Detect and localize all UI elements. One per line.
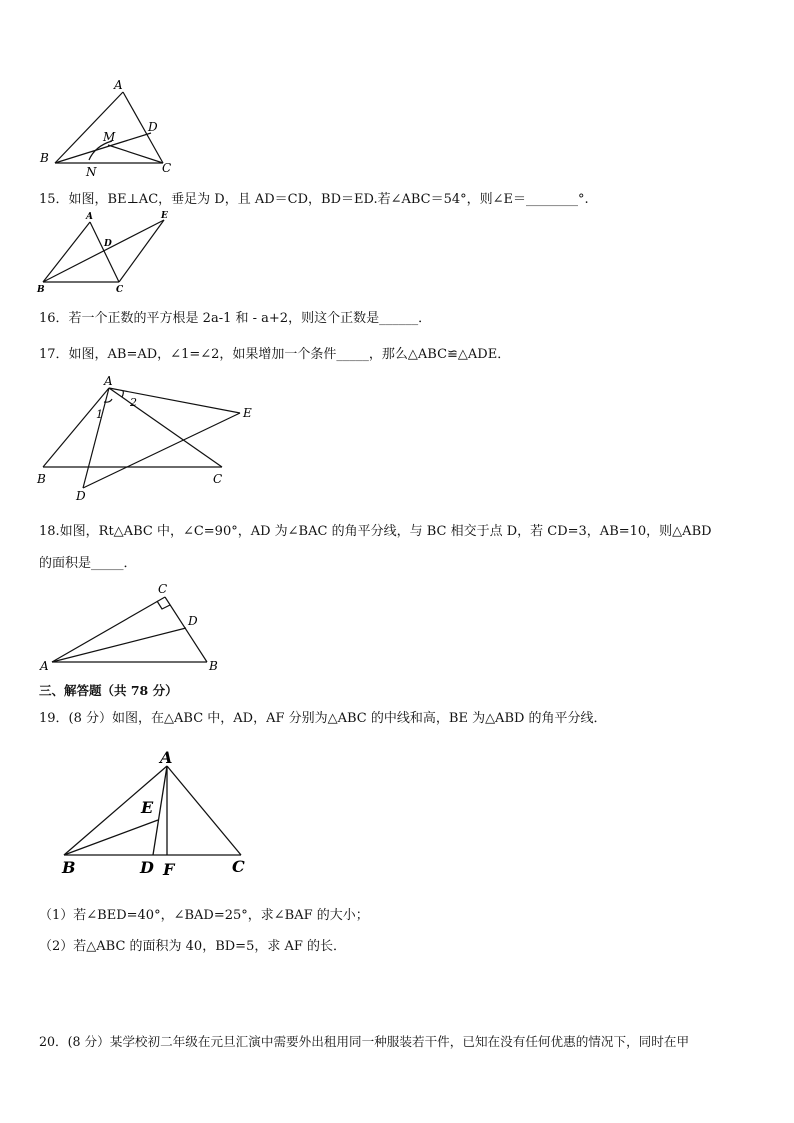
fig18-label-d: D [188, 614, 198, 628]
question-20: 20．(8 分）某学校初二年级在元旦汇演中需要外出租用同一种服装若干件，已知在没有任何优惠的情况下，同时在甲 [39, 1034, 690, 1049]
section-3-heading: 三、解答题（共 78 分） [39, 683, 178, 698]
question-15: 15．如图，BE⊥AC，垂足为 D，且 AD＝CD，BD＝ED.若∠ABC＝54°，则∠E＝________°. [39, 192, 589, 207]
fig17-label-2: 2 [130, 396, 137, 409]
fig19-label-c: C [232, 857, 245, 876]
question-19-part-1: （1）若∠BED=40°，∠BAD=25°，求∠BAF 的大小； [39, 908, 369, 923]
fig18-label-b: B [209, 659, 218, 673]
question-17: 17．如图，AB=AD，∠1=∠2，如果增加一个条件_____，那么△ABC≌△ADE． [39, 347, 511, 362]
fig15-label-e: E [161, 211, 168, 221]
fig18-label-a: A [40, 659, 49, 673]
fig14-label-m: M [103, 130, 116, 144]
fig14-label-a: A [114, 78, 123, 92]
fig17-label-e: E [243, 406, 252, 420]
fig17-label-d: D [76, 489, 86, 503]
fig17-label-1: 1 [96, 408, 103, 421]
fig17-label-a: A [104, 374, 113, 388]
fig15-label-c: C [116, 285, 124, 295]
fig15-label-a: A [86, 212, 93, 222]
question-18-line-2: 的面积是_____． [39, 556, 137, 571]
fig19-label-d: D [140, 858, 154, 877]
fig14-label-d: D [148, 120, 158, 134]
fig19-label-a: A [160, 748, 173, 767]
fig14-label-n: N [86, 165, 97, 179]
fig14-label-c: C [162, 161, 172, 175]
fig19-label-b: B [62, 858, 76, 877]
fig17-label-c: C [213, 472, 223, 486]
fig15-label-d: D [104, 239, 112, 249]
question-18-line-1: 18.如图，Rt△ABC 中，∠C=90°，AD 为∠BAC 的角平分线，与 BC 相交于点 D，若 CD=3，AB=10，则△ABD [39, 524, 712, 539]
fig17-label-b: B [37, 472, 46, 486]
fig19-label-f: F [163, 860, 175, 879]
fig19-label-e: E [141, 798, 154, 817]
fig15-label-b: B [37, 285, 45, 295]
fig14-label-b: B [40, 151, 49, 165]
question-16: 16．若一个正数的平方根是 2a-1 和 - a+2，则这个正数是______． [39, 311, 432, 326]
question-19-part-2: （2）若△ABC 的面积为 40，BD=5，求 AF 的长． [39, 939, 347, 954]
question-19: 19．(8 分）如图，在△ABC 中，AD，AF 分别为△ABC 的中线和高，BE 为△ABD 的角平分线． [39, 711, 607, 726]
fig18-label-c: C [158, 582, 168, 596]
